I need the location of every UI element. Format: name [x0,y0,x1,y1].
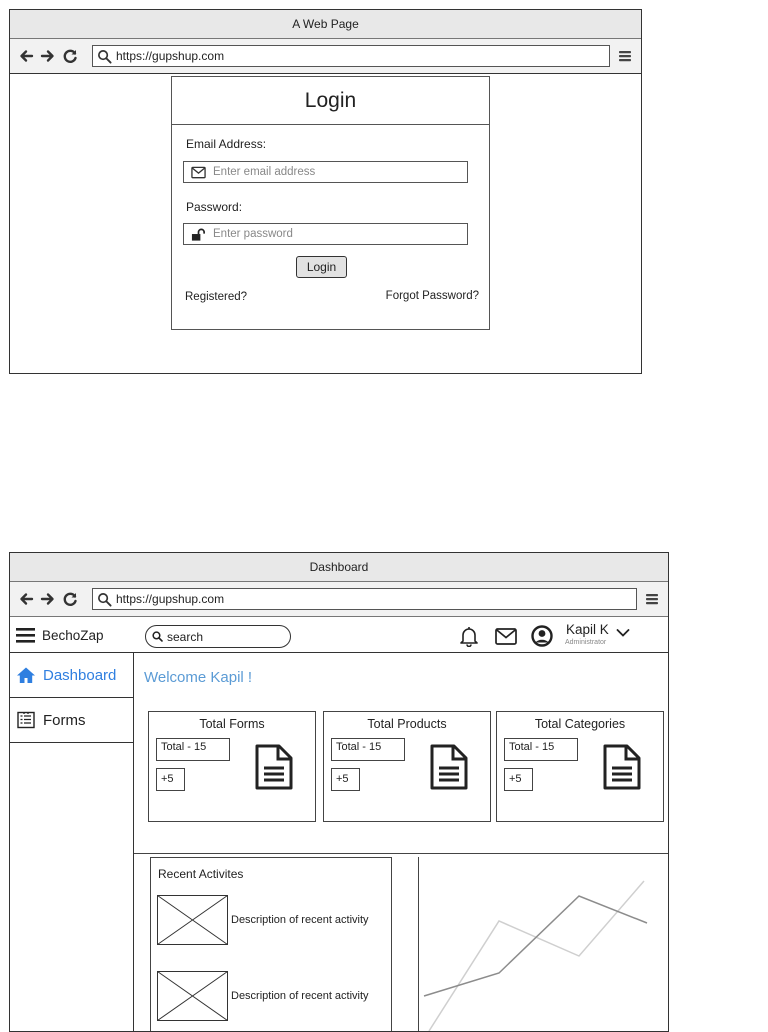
chart-line-light [429,881,644,1031]
search-input[interactable] [145,625,291,648]
stat-total: Total - 15 [331,738,405,761]
registered-link[interactable]: Registered? [185,291,248,303]
dashboard-browser-window [9,552,669,1032]
mail-icon[interactable] [495,628,517,645]
brand-name: BechoZap [42,628,104,643]
login-title: Login [172,77,489,125]
forward-arrow-icon[interactable] [38,46,58,66]
user-avatar-icon[interactable] [531,625,553,647]
window-title: A Web Page [10,10,641,39]
browser-navbar [10,39,641,74]
email-label: Email Address: [186,137,267,151]
document-icon [602,743,642,791]
sidebar-item-label: Dashboard [43,666,117,684]
password-label: Password: [186,200,243,214]
sidebar [10,653,134,1031]
back-arrow-icon[interactable] [16,589,36,609]
form-icon [16,711,36,729]
back-arrow-icon[interactable] [16,46,36,66]
app-header [10,618,668,653]
bell-icon[interactable] [459,625,479,647]
browser-navbar [10,582,668,617]
envelope-icon [191,166,206,179]
unlock-icon [191,228,206,241]
email-placeholder: Enter email address [213,166,316,178]
stat-delta: +5 [156,768,185,791]
document-icon [254,743,294,791]
forward-arrow-icon[interactable] [38,589,58,609]
recent-activities-title: Recent Activites [158,867,244,881]
stat-title: Total Forms [199,717,265,731]
chevron-down-icon[interactable] [616,625,630,635]
activity-item[interactable] [157,895,387,945]
sidebar-item-forms[interactable] [10,698,133,743]
search-placeholder: search [167,629,204,644]
activity-item[interactable] [157,971,387,1021]
image-placeholder-icon [157,895,228,945]
reload-icon[interactable] [60,46,80,66]
forgot-password-link[interactable]: Forgot Password? [385,290,479,302]
hamburger-menu-icon[interactable] [16,627,35,644]
chart-line-dark [424,896,647,996]
browser-menu-icon[interactable] [615,46,635,66]
url-text: https://gupshup.com [116,49,225,63]
home-icon [16,666,36,684]
stat-delta: +5 [331,768,360,791]
recent-activities-panel [150,857,392,1032]
stat-delta: +5 [504,768,533,791]
stat-total: Total - 15 [156,738,230,761]
password-placeholder: Enter password [213,228,293,240]
password-field[interactable] [183,223,468,245]
welcome-heading: Welcome Kapil ! [144,669,253,686]
login-browser-window [9,9,642,374]
line-chart-placeholder [419,871,659,1031]
activity-description: Description of recent activity [231,914,369,926]
section-divider [134,853,668,854]
activity-description: Description of recent activity [231,990,369,1002]
user-role: Administrator [565,639,607,646]
image-placeholder-icon [157,971,228,1021]
url-text: https://gupshup.com [116,592,225,606]
search-icon [97,592,112,607]
search-icon [97,49,112,64]
login-button[interactable]: Login [296,256,347,278]
address-bar[interactable] [92,45,610,67]
search-icon [152,631,163,642]
stat-card-total-categories[interactable] [496,711,664,822]
stat-card-total-products[interactable] [323,711,491,822]
address-bar[interactable] [92,588,637,610]
email-field[interactable] [183,161,468,183]
sidebar-item-label: Forms [43,711,86,729]
login-card [171,76,490,330]
sidebar-item-dashboard[interactable] [10,653,133,698]
stat-title: Total Products [367,717,447,731]
browser-menu-icon[interactable] [642,589,662,609]
document-icon [429,743,469,791]
stat-title: Total Categories [534,717,626,731]
stat-total: Total - 15 [504,738,578,761]
window-title: Dashboard [10,553,668,582]
reload-icon[interactable] [60,589,80,609]
user-name[interactable]: Kapil K [566,622,609,637]
stat-card-total-forms[interactable] [148,711,316,822]
